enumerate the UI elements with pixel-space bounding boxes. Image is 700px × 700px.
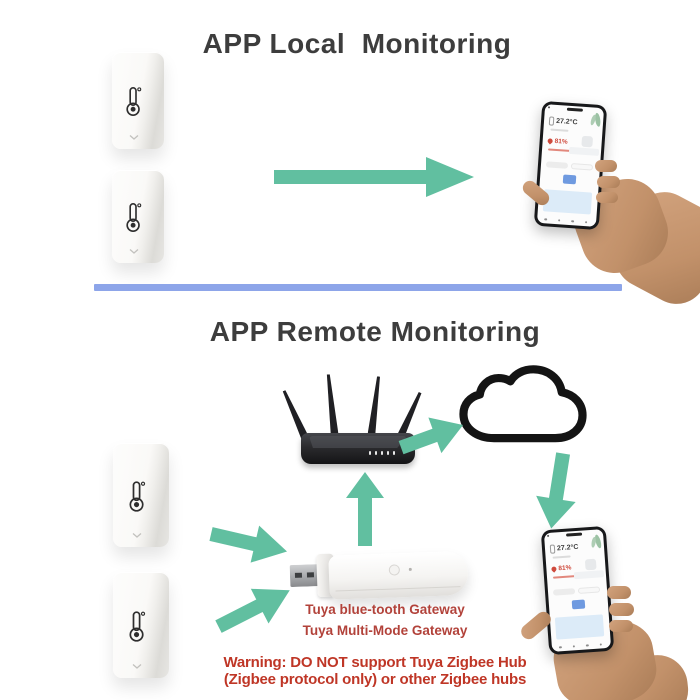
- gateway-label-bluetooth: Tuya blue-tooth Gateway: [305, 602, 465, 617]
- temperature-reading: [550, 543, 579, 554]
- phone-screen: [544, 529, 611, 652]
- temperature-value: 27.2°C: [556, 543, 579, 553]
- app-chart-area: [555, 614, 604, 639]
- humidity-reading: [551, 564, 571, 572]
- temperature-sub-line: [553, 555, 571, 558]
- arrow-sensor-to-gateway: [206, 513, 294, 574]
- chevron-down-icon: [129, 249, 138, 254]
- hand-finger: [609, 603, 634, 616]
- usb-plug: [290, 564, 320, 587]
- sensor-device: [112, 52, 164, 149]
- humidity-icon: [550, 566, 557, 573]
- router-antenna: [367, 376, 382, 439]
- shelf-graphic: [569, 147, 599, 156]
- chevron-down-icon: [132, 533, 141, 538]
- app-navbar: [544, 218, 587, 223]
- shelf-graphic: [574, 570, 604, 579]
- gateway-seam: [336, 586, 461, 591]
- smartphone: [541, 526, 615, 655]
- app-chart-area: [543, 189, 592, 214]
- cloud-icon: [458, 352, 600, 450]
- sensor-body: [112, 52, 164, 149]
- gateway-label-multimode: Tuya Multi-Mode Gateway: [302, 623, 468, 638]
- thermometer-icon: [124, 202, 144, 233]
- app-button: [572, 600, 586, 610]
- sensor-device: [113, 443, 169, 547]
- gateway-pinhole: [409, 568, 412, 571]
- thermometer-icon: [127, 610, 148, 643]
- phone-notch: [566, 533, 582, 537]
- humidity-value: 81%: [554, 137, 568, 146]
- warning-line-2: (Zigbee protocol only) or other Zigbee hubs: [223, 671, 527, 688]
- hand-finger: [597, 176, 620, 188]
- router-sheen: [309, 436, 407, 448]
- temperature-sub-line: [550, 129, 568, 132]
- chevron-down-icon: [129, 135, 138, 140]
- hand-finger: [596, 192, 618, 203]
- section-divider: [94, 284, 622, 291]
- usb-gateway-device: [287, 546, 471, 604]
- phone-notch: [566, 108, 582, 112]
- thermometer-icon: [550, 544, 556, 553]
- sensor-photo-thumbnail: [581, 136, 593, 148]
- humidity-value: 81%: [558, 564, 572, 573]
- gateway-body: [328, 551, 468, 600]
- humidity-reading: [547, 137, 567, 145]
- warning-line-1: Warning: DO NOT support Tuya Zigbee Hub: [223, 654, 527, 671]
- app-tab: [546, 161, 568, 169]
- hand-finger: [607, 586, 631, 599]
- sensor-body: [112, 170, 164, 263]
- humidity-icon: [547, 137, 554, 144]
- router-antenna: [324, 374, 339, 438]
- camera-dot: [548, 106, 550, 108]
- wifi-router: [299, 371, 419, 468]
- chevron-down-icon: [132, 664, 141, 669]
- flow-arrow-icon: [206, 513, 294, 574]
- app-navbar: [559, 643, 602, 648]
- camera-dot: [547, 535, 549, 537]
- thermometer-icon: [549, 116, 555, 125]
- router-leds: [369, 451, 395, 455]
- temperature-reading: [549, 116, 578, 127]
- remote-section-title: APP Remote Monitoring: [209, 316, 541, 347]
- sensor-device: [112, 170, 164, 263]
- app-tab: [578, 586, 600, 594]
- thermometer-icon: [124, 86, 144, 117]
- app-tab: [553, 588, 575, 596]
- hand-finger: [609, 620, 633, 632]
- local-section-title: APP Local Monitoring: [202, 28, 512, 59]
- sensor-photo-thumbnail: [585, 559, 597, 571]
- phone-screen: [537, 104, 604, 227]
- smartphone-in-hand: [505, 90, 700, 275]
- app-button: [563, 175, 577, 185]
- flow-arrow-icon: [343, 470, 387, 546]
- gateway-led: [389, 564, 400, 575]
- sensor-body: [113, 443, 169, 547]
- hand-finger: [595, 160, 617, 172]
- smartphone-in-hand: [515, 520, 700, 700]
- thermometer-icon: [127, 480, 148, 513]
- temperature-value: 27.2°C: [555, 117, 578, 127]
- app-tab: [571, 163, 593, 171]
- arrow-sensors-to-phone: [274, 155, 476, 199]
- flow-arrow-icon: [274, 155, 476, 199]
- arrow-gateway-to-router: [343, 470, 387, 546]
